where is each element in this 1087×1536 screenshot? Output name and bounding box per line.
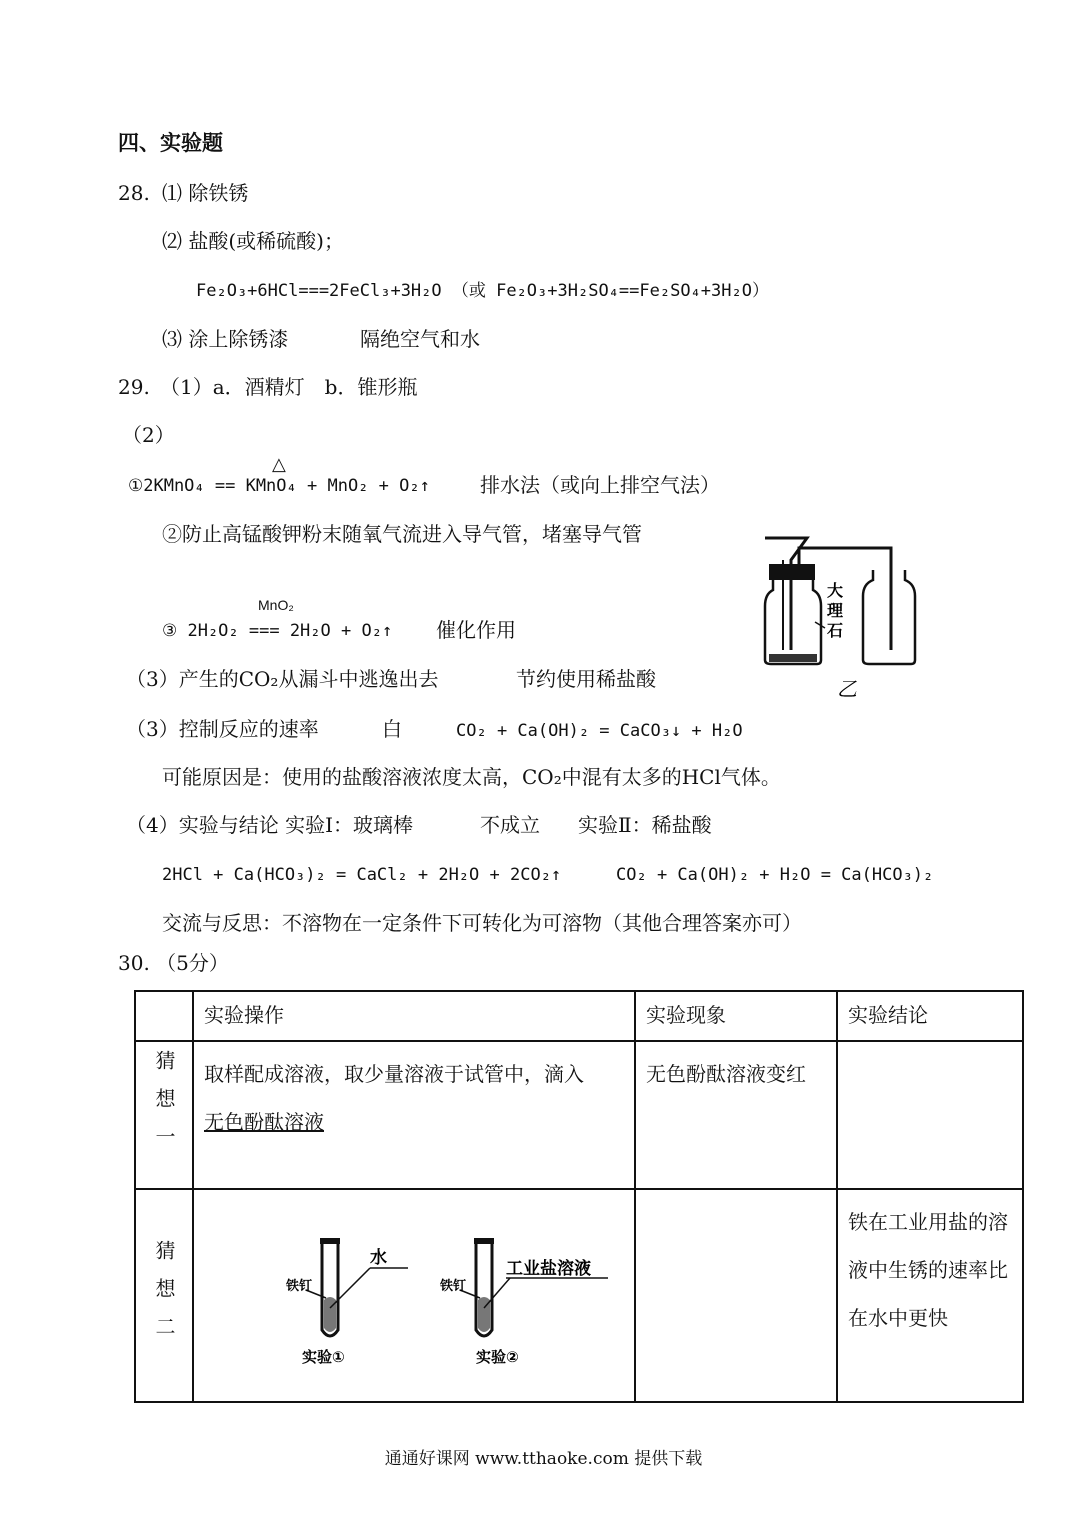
row2-phenomenon (635, 1189, 837, 1402)
water-label: 水 (370, 1248, 387, 1268)
q28-number: 28. (118, 181, 150, 205)
q29-part6b: 不成立 (480, 813, 540, 837)
row1-operation-line2: 无色酚酞溶液 (204, 1110, 324, 1134)
table-header-blank (135, 991, 193, 1041)
q29-part6a: （4）实验与结论 实验Ⅰ：玻璃棒 (126, 813, 413, 837)
q28-part1: ⑴ 除铁锈 (162, 181, 249, 205)
row1-operation (193, 1041, 635, 1189)
exp1-label: 实验① (302, 1348, 345, 1366)
q29-part6c: 实验Ⅱ：稀盐酸 (578, 813, 712, 837)
bottle-icon (863, 570, 915, 664)
row1-conclusion (837, 1041, 1023, 1189)
q29-part3: （3）产生的CO₂从漏斗中逃逸出去 (126, 667, 439, 691)
q29-part1: （1）a．酒精灯 b．锥形瓶 (160, 375, 418, 399)
q29-reaction2: ②防止高锰酸钾粉末随氧气流进入导气管，堵塞导气管 (162, 522, 642, 546)
row2-label: 猜想二 (152, 1240, 176, 1354)
q28-part3a: ⑶ 涂上除锈漆 (162, 327, 289, 351)
row1-label-cell (135, 1041, 193, 1189)
row1-operation-line1: 取样配成溶液，取少量溶液于试管中，滴入 (204, 1062, 584, 1086)
funnel-icon (765, 538, 807, 650)
q29-equation2b: CO₂ + Ca(OH)₂ + H₂O = Ca(HCO₃)₂ (616, 865, 934, 885)
section-title: 四、实验题 (118, 131, 223, 155)
fig-label-da: 大 (827, 581, 844, 600)
table-header-conclusion: 实验结论 (837, 991, 1023, 1041)
row1-label: 猜想一 (152, 1050, 176, 1164)
table-header-phenomenon: 实验现象 (635, 991, 837, 1041)
q29-reaction3: ③ 2H₂O₂ === 2H₂O + O₂↑ (162, 621, 393, 641)
salt-solution-label: 工业盐溶液 (506, 1259, 591, 1279)
q29-number: 29. (118, 375, 150, 399)
q30-title: 30. （5分） (118, 951, 229, 975)
nail-label-2: 铁钉 (440, 1279, 467, 1294)
q29-equation2a: 2HCl + Ca(HCO₃)₂ = CaCl₂ + 2H₂O + 2CO₂↑ (162, 865, 562, 885)
q29-part4c: CO₂ + Ca(OH)₂ = CaCO₃↓ + H₂O (456, 721, 743, 741)
q28-part3b: 隔绝空气和水 (360, 327, 480, 351)
q29-part3b: 节约使用稀盐酸 (516, 667, 656, 691)
q28-part2: ⑵ 盐酸(或稀硫酸)； (162, 229, 344, 253)
delta-symbol: △ (272, 454, 286, 475)
q29-part4a: （3）控制反应的速率 (126, 717, 319, 741)
fig-label-li: 理 (827, 601, 844, 620)
nail-label-1: 铁钉 (286, 1279, 313, 1294)
q29-reaction1-method: 排水法（或向上排空气法） (480, 473, 720, 497)
delivery-tube-icon (799, 548, 891, 650)
fig-label-shi: 石 (827, 621, 844, 640)
exp2-label: 实验② (476, 1348, 519, 1366)
row2-conclusion: 铁在工业用盐的溶液中生锈的速率比在水中更快 (837, 1189, 1023, 1402)
stopper-icon (769, 564, 815, 580)
row2-operation (193, 1189, 635, 1402)
q29-part7: 交流与反思：不溶物在一定条件下可转化为可溶物（其他合理答案亦可） (162, 911, 802, 935)
row2-label-cell (135, 1189, 193, 1402)
footer: 通通好课网 www.tthaoke.com 提供下载 (384, 1449, 703, 1469)
q28-equation: Fe₂O₃+6HCl===2FeCl₃+3H₂O （或 Fe₂O₃+3H₂SO₄==Fe₂SO₄+3H₂O） (196, 281, 769, 301)
flask-icon (765, 580, 821, 664)
q29-part2: （2） (122, 423, 175, 447)
test-tube-figure (194, 1190, 634, 1384)
q29-reaction3-role: 催化作用 (436, 618, 516, 642)
apparatus-figure (755, 530, 935, 705)
fig-caption: 乙 (837, 677, 857, 701)
table-header-operation: 实验操作 (193, 991, 635, 1041)
row1-phenomenon: 无色酚酞溶液变红 (635, 1041, 837, 1189)
q29-part5: 可能原因是：使用的盐酸溶液浓度太高，CO₂中混有太多的HCl气体。 (162, 765, 781, 789)
q29-reaction1: ①2KMnO₄ == KMnO₄ + MnO₂ + O₂↑ (128, 476, 430, 496)
q30-table (134, 990, 1024, 1403)
catalyst-label: MnO₂ (258, 597, 294, 613)
q29-part4b: 白 (382, 717, 402, 741)
